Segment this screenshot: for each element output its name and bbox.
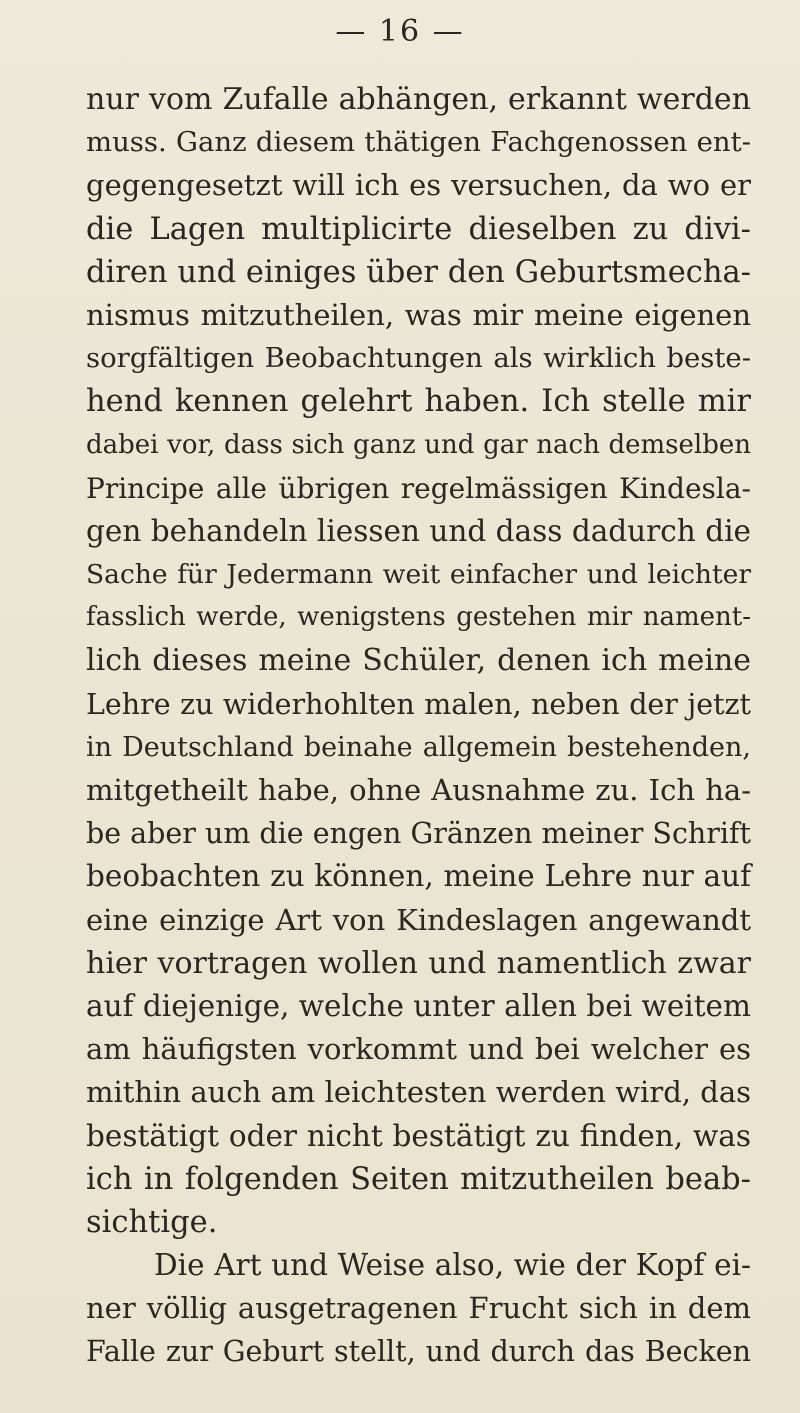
page-number-header: — 16 — — [335, 14, 465, 49]
text-line: lich dieses meine Schüler, denen ich meine — [86, 643, 751, 679]
text-line: mithin auch am leichtesten werden wird, das — [86, 1075, 751, 1110]
paragraph-start-line: Die Art und Weise also, wie der Kopf ei- — [154, 1248, 751, 1283]
body-text — [86, 78, 751, 1374]
text-line: be aber um die engen Gränzen meiner Schrift — [86, 817, 751, 851]
text-line: in Deutschland beinahe allgemein bestehenden, — [86, 731, 751, 763]
text-line: sorgfältigen Beobachtungen als wirklich beste- — [86, 342, 751, 375]
text-line: am häufigsten vorkommt und bei welcher es — [86, 1032, 751, 1067]
text-line: dabei vor, dass sich ganz und gar nach demselben — [86, 429, 751, 460]
text-line: muss. Ganz diesem thätigen Fachgenossen ent- — [86, 126, 751, 159]
text-line: hier vortragen wollen und namentlich zwar — [86, 945, 751, 981]
text-line: nur vom Zufalle abhängen, erkannt werden — [86, 82, 751, 117]
text-line: nismus mitzutheilen, was mir meine eigenen — [86, 297, 751, 332]
text-line: fasslich werde, wenigstens gestehen mir nament- — [86, 602, 751, 633]
text-line: sichtige. — [86, 1204, 218, 1240]
text-line: gen behandeln liessen und dass dadurch die — [86, 513, 751, 548]
text-line: beobachten zu können, meine Lehre nur auf — [86, 859, 751, 894]
text-line: eine einzige Art von Kindeslagen angewandt — [86, 902, 751, 937]
text-line: Falle zur Geburt stellt, und durch das Becken — [86, 1335, 751, 1369]
text-line: hend kennen gelehrt haben. Ich stelle mir — [86, 384, 751, 420]
text-line: ner völlig ausgetragenen Frucht sich in dem — [86, 1291, 751, 1326]
text-line: Sache für Jedermann weit einfacher und leichter — [86, 559, 751, 591]
text-line: die Lagen multiplicirte dieselben zu divi- — [86, 211, 751, 247]
text-line: Principe alle übrigen regelmässigen Kindesla- — [86, 471, 751, 505]
text-line: auf diejenige, welche unter allen bei weitem — [86, 988, 751, 1023]
text-line: ich in folgenden Seiten mitzutheilen beab- — [86, 1161, 751, 1197]
text-line: bestätigt oder nicht bestätigt zu finden, was — [86, 1118, 751, 1153]
text-line: mitgetheilt habe, ohne Ausnahme zu. Ich ha- — [86, 773, 751, 807]
text-line: diren und einiges über den Geburtsmecha- — [86, 254, 751, 290]
text-line: gegengesetzt will ich es versuchen, da wo er — [86, 168, 751, 203]
text-line: Lehre zu widerhohlten malen, neben der jetzt — [86, 687, 751, 721]
